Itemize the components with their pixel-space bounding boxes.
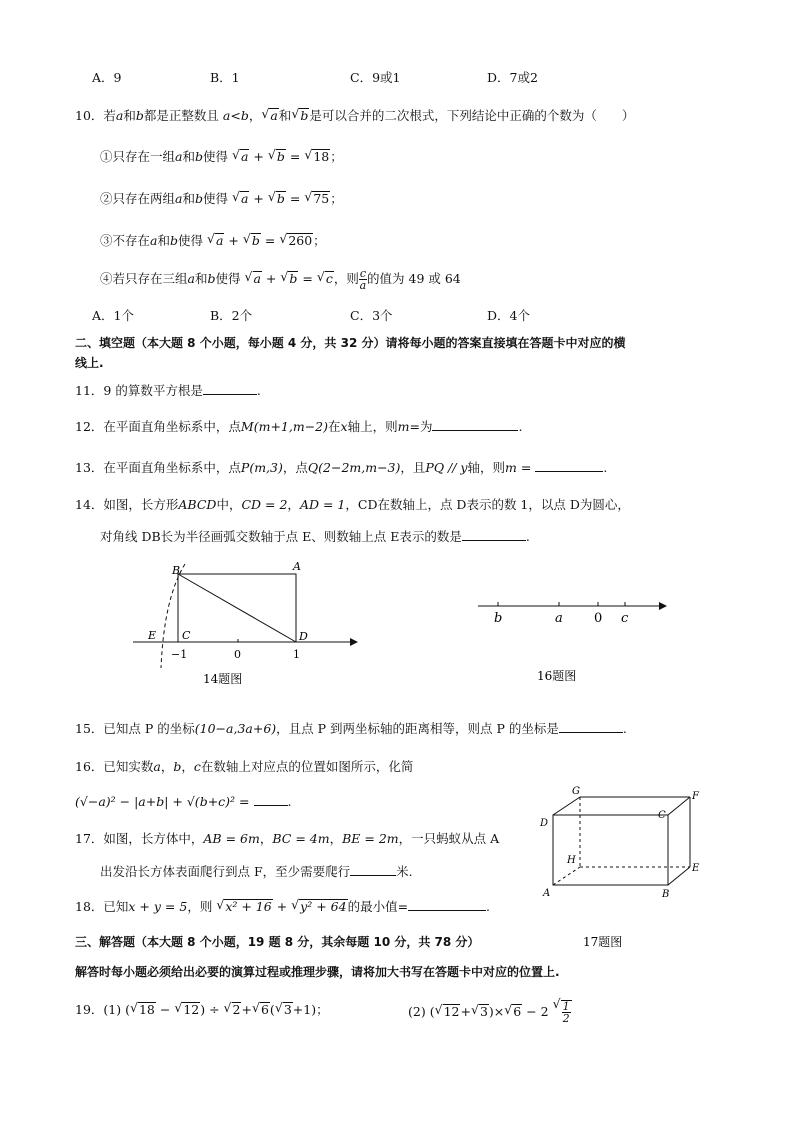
q10-stem: 10．若a和b都是正整数且 a<b，√ a和√ b是可以合并的二次根式，下列结论中正确的个数为（ ） <box>75 106 634 124</box>
q13: 13．在平面直角坐标系中，点P(m,3)，点Q(2−2m,m−3)，且PQ // y轴，则m = . <box>75 460 608 475</box>
fig14-tick-label-0: 0 <box>234 648 241 661</box>
fig16-label-c: c <box>621 611 629 626</box>
q10-statement-3: ③不存在a和b使得 √ a + √ b = √ 260； <box>100 231 326 249</box>
q10-option-d: D．4个 <box>487 308 530 323</box>
fig14-label-b: B <box>172 564 181 577</box>
fig14-label-e: E <box>148 629 157 642</box>
section3-heading-line2: 解答时每小题必须给出必要的演算过程或推理步骤，请将加大书写在答题卡中对应的位置上. <box>75 965 560 979</box>
q10-statement-4: ④若只存在三组a和b使得 √ a + √ b = √ c，则 $\frac{c}{a}$ 的值为 49 或 64 <box>100 268 461 291</box>
fig17-label-d: D <box>540 818 549 829</box>
fig14-arrow <box>350 638 358 646</box>
fig17-label-g: G <box>572 786 580 797</box>
q17-line1: 17．如图，长方体中，AB = 6m，BC = 4m，BE = 2m，一只蚂蚁从点 A <box>75 831 500 846</box>
fig14-tick-label-1: 1 <box>293 648 300 661</box>
fig17-label-c: C <box>658 810 666 821</box>
q18: 18．已知x + y = 5，则 √ x² + 16 + √ y² + 64的最小值= . <box>75 897 490 915</box>
fig17-label-b: B <box>662 889 670 900</box>
fig16-arrow <box>659 602 667 610</box>
q10-option-c: C．3个 <box>350 308 393 323</box>
fig17-caption: 17题图 <box>583 935 623 949</box>
fig14-label-c: C <box>182 629 191 642</box>
q17-line2: 出发沿长方体表面爬行到点 F，至少需要爬行 米. <box>100 864 413 879</box>
fig17-label-h: H <box>567 855 576 866</box>
q19-part2: (2) (√ 12+√ 3)×√ 6 − 2 √ $\frac{1}{2}$ <box>408 1000 572 1024</box>
q9-option-b: B．1 <box>210 70 240 85</box>
q10-statement-2: ②只存在两组a和b使得 √ a + √ b = √ 75； <box>100 189 343 207</box>
q9-option-a: A．9 <box>92 70 122 85</box>
fig16-label-0: 0 <box>594 611 603 626</box>
q10-option-a: A．1个 <box>92 308 134 323</box>
fig16-label-a: a <box>555 611 563 626</box>
fig16-label-b: b <box>494 611 503 626</box>
q11: 11．9 的算数平方根是 . <box>75 383 261 398</box>
figure-17 <box>535 785 710 955</box>
fig17-label-e: E <box>692 863 700 874</box>
q16-line1: 16．已知实数a，b，c在数轴上对应点的位置如图所示，化简 <box>75 759 414 774</box>
q19-part1: 19．(1) (√ 18 − √ 12) ÷ √ 2+√ 6(√ 3+1)； <box>75 1000 329 1018</box>
fig17-label-a: A <box>543 888 551 899</box>
fig17-edge-be <box>668 867 690 885</box>
figure-16 <box>475 592 675 687</box>
section2-heading-line1: 二、填空题（本大题 8 个小题，每小题 4 分，共 32 分）请将每小题的答案直接填在答题卡中对应的横 <box>75 336 626 350</box>
fig17-edge-dg <box>553 797 580 815</box>
q12: 12．在平面直角坐标系中，点M(m+1,m−2)在x轴上，则m=为 . <box>75 419 523 434</box>
q10-option-b: B．2个 <box>210 308 253 323</box>
q14-line2: 对角线 DB长为半径画弧交数轴于点 E、则数轴上点 E表示的数是 . <box>100 529 530 544</box>
fig14-label-a: A <box>293 560 301 573</box>
q15: 15．已知点 P 的坐标(10−a,3a+6)，且点 P 到两坐标轴的距离相等，则点 P 的坐标是 . <box>75 721 627 736</box>
q14-line1: 14．如图，长方形ABCD中，CD = 2，AD = 1，CD在数轴上，点 D表示的数 1，以点 D为圆心， <box>75 497 630 512</box>
fig17-hidden-ah <box>553 867 580 885</box>
q9-option-c: C．9或1 <box>350 70 401 85</box>
fig14-label-d: D <box>299 630 308 643</box>
figure-14 <box>128 558 368 693</box>
q10-statement-1: ①只存在一组a和b使得 √ a + √ b = √ 18； <box>100 147 343 165</box>
fig14-diagonal-db <box>178 574 296 642</box>
fig16-caption: 16题图 <box>537 669 577 683</box>
q9-option-d: D．7或2 <box>487 70 538 85</box>
fig14-tick-label-neg1: −1 <box>171 648 188 661</box>
fig14-caption: 14题图 <box>203 672 243 686</box>
fig17-edge-cf <box>668 797 690 815</box>
q16-line2: (√−a)² − |a+b| + √(b+c)² = . <box>75 794 292 809</box>
fig17-label-f: F <box>692 791 699 802</box>
fig17-front-face <box>553 815 668 885</box>
section2-heading-line2: 线上. <box>75 356 104 370</box>
section3-heading-line1: 三、解答题（本大题 8 个小题，19 题 8 分，其余每题 10 分，共 78 分） <box>75 935 480 949</box>
